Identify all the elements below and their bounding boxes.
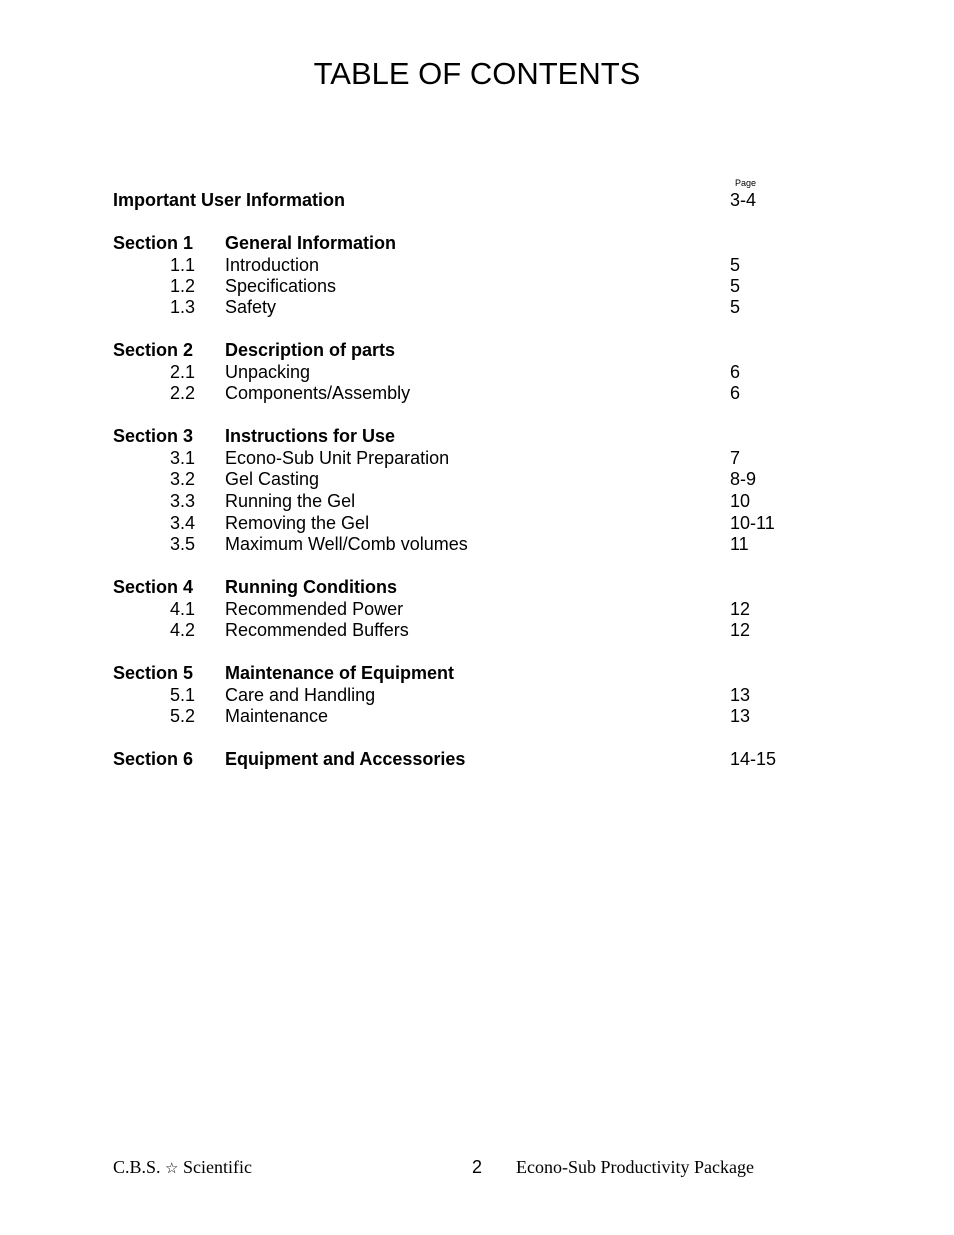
item-page: 12 bbox=[730, 620, 751, 640]
toc-row bbox=[0, 512, 954, 534]
item-page: 10 bbox=[730, 491, 751, 511]
item-title: Care and Handling bbox=[225, 685, 376, 705]
item-title: Introduction bbox=[225, 255, 320, 275]
toc-row bbox=[0, 598, 954, 620]
section-heading-1 bbox=[0, 232, 954, 254]
item-number: 4.1 bbox=[169, 599, 195, 619]
section-label: Section 4 bbox=[113, 577, 194, 597]
item-number: 1.3 bbox=[169, 297, 195, 317]
item-title: Unpacking bbox=[225, 362, 311, 382]
item-title: Specifications bbox=[225, 276, 337, 296]
item-title: Recommended Buffers bbox=[225, 620, 409, 640]
item-number: 5.2 bbox=[169, 706, 195, 726]
toc-row bbox=[0, 468, 954, 490]
toc-row bbox=[0, 619, 954, 641]
item-page: 13 bbox=[730, 685, 751, 705]
toc-row bbox=[0, 361, 954, 383]
item-page: 8-9 bbox=[730, 469, 757, 489]
item-page: 5 bbox=[730, 297, 741, 317]
item-title: Econo-Sub Unit Preparation bbox=[225, 448, 450, 468]
section-label: Section 3 bbox=[113, 426, 194, 446]
important-info-label: Important User Information bbox=[113, 190, 346, 210]
item-number: 3.2 bbox=[169, 469, 195, 489]
item-title: Maintenance bbox=[225, 706, 329, 726]
section-title: Equipment and Accessories bbox=[225, 749, 466, 769]
item-title: Removing the Gel bbox=[225, 513, 370, 533]
item-title: Components/Assembly bbox=[225, 383, 411, 403]
toc-row-important bbox=[0, 189, 954, 211]
footer-product-name: Econo-Sub Productivity Package bbox=[516, 1157, 754, 1177]
toc-row bbox=[0, 382, 954, 404]
section-heading-4 bbox=[0, 576, 954, 598]
item-number: 3.4 bbox=[169, 513, 195, 533]
item-number: 5.1 bbox=[169, 685, 195, 705]
toc-row bbox=[0, 275, 954, 297]
item-page: 12 bbox=[730, 599, 751, 619]
toc-row bbox=[0, 296, 954, 318]
item-number: 3.1 bbox=[169, 448, 195, 468]
section-heading-3 bbox=[0, 425, 954, 447]
section-title: Maintenance of Equipment bbox=[225, 663, 455, 683]
section-title: Running Conditions bbox=[225, 577, 397, 597]
item-page: 5 bbox=[730, 255, 741, 275]
item-number: 2.1 bbox=[169, 362, 195, 382]
section-label: Section 5 bbox=[113, 663, 194, 683]
item-page: 10-11 bbox=[730, 513, 775, 533]
toc-row bbox=[0, 705, 954, 727]
section-title: General Information bbox=[225, 233, 397, 253]
item-number: 3.5 bbox=[169, 534, 195, 554]
section-label: Section 2 bbox=[113, 340, 194, 360]
important-info-page: 3-4 bbox=[730, 190, 757, 210]
item-title: Running the Gel bbox=[225, 491, 356, 511]
star-icon: ☆ bbox=[165, 1159, 179, 1177]
item-number: 4.2 bbox=[169, 620, 195, 640]
section-title: Instructions for Use bbox=[225, 426, 396, 446]
footer-company bbox=[113, 1155, 252, 1179]
section-title: Description of parts bbox=[225, 340, 396, 360]
item-title: Gel Casting bbox=[225, 469, 320, 489]
section-heading-2 bbox=[0, 339, 954, 361]
item-title: Maximum Well/Comb volumes bbox=[225, 534, 468, 554]
toc-row bbox=[0, 490, 954, 512]
toc-row bbox=[0, 447, 954, 469]
section-page: 14-15 bbox=[730, 749, 777, 769]
item-number: 1.1 bbox=[169, 255, 195, 275]
item-number: 2.2 bbox=[169, 383, 195, 403]
footer-company-prefix: C.B.S. bbox=[113, 1157, 161, 1177]
item-page: 7 bbox=[730, 448, 741, 468]
section-heading-6 bbox=[0, 748, 954, 770]
item-page: 11 bbox=[730, 534, 749, 554]
footer-company-suffix: Scientific bbox=[182, 1157, 252, 1177]
item-title: Recommended Power bbox=[225, 599, 404, 619]
item-page: 6 bbox=[730, 383, 741, 403]
section-label: Section 1 bbox=[113, 233, 194, 253]
page-title: TABLE OF CONTENTS bbox=[313, 56, 641, 91]
toc-row bbox=[0, 254, 954, 276]
section-heading-5 bbox=[0, 662, 954, 684]
toc-row bbox=[0, 684, 954, 706]
item-number: 3.3 bbox=[169, 491, 195, 511]
item-page: 5 bbox=[730, 276, 741, 296]
section-label: Section 6 bbox=[113, 749, 194, 769]
footer-page-number: 2 bbox=[472, 1157, 483, 1177]
toc-row bbox=[0, 533, 954, 555]
item-title: Safety bbox=[225, 297, 277, 317]
item-page: 6 bbox=[730, 362, 741, 382]
item-number: 1.2 bbox=[169, 276, 195, 296]
page-column-header: Page bbox=[735, 178, 757, 188]
item-page: 13 bbox=[730, 706, 751, 726]
